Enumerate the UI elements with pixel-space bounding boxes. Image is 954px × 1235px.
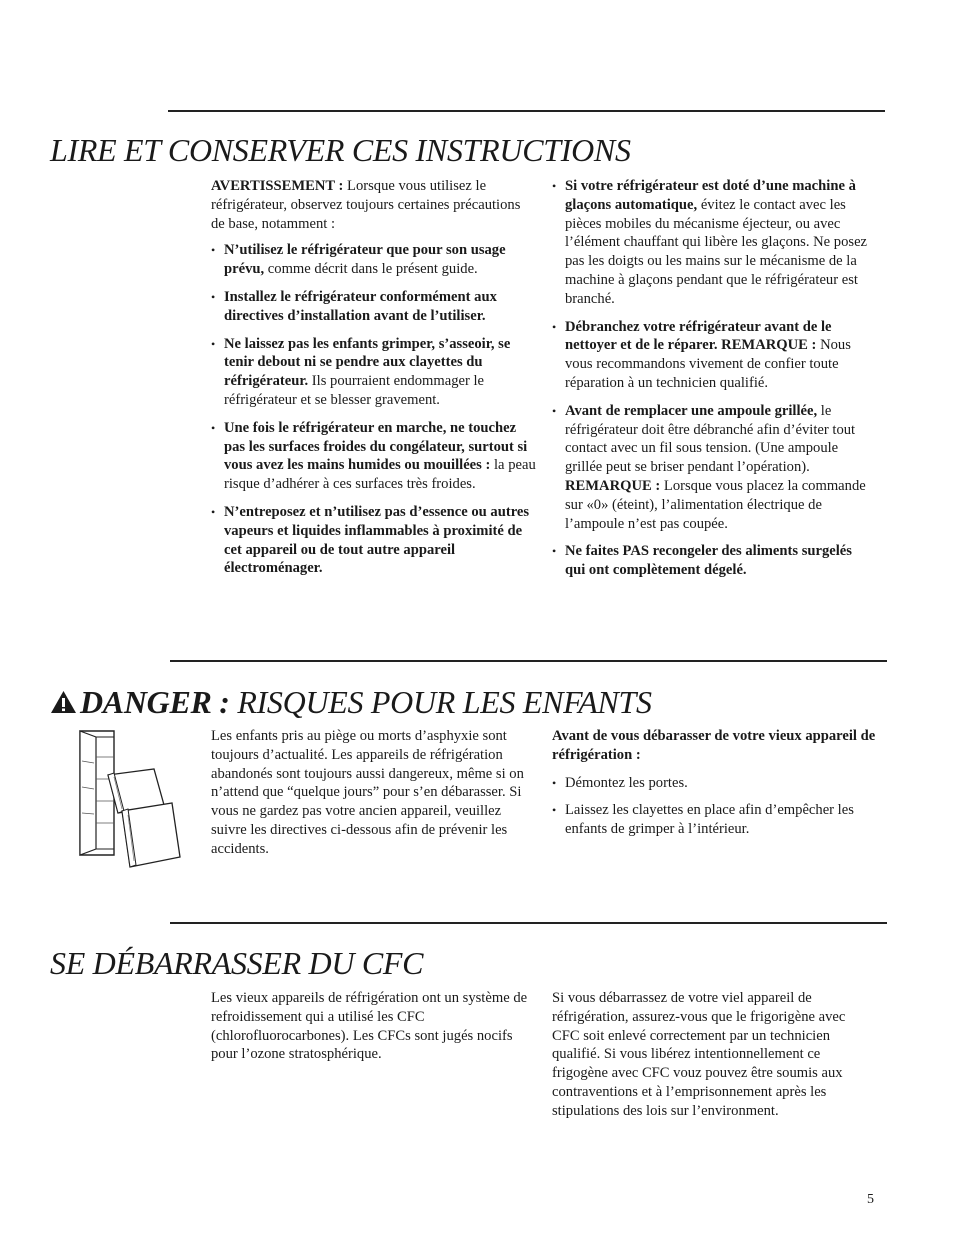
section-divider bbox=[170, 660, 887, 662]
instructions-left-column bbox=[211, 177, 536, 578]
bullet-bold-text: Ne laissez pas les enfants grimper, s’asseoir, se tenir debout ni se pendre aux clayettes du réfrigérateur. bbox=[224, 335, 511, 390]
list-item bbox=[552, 318, 874, 393]
cfc-left-column bbox=[211, 989, 529, 1064]
list-item bbox=[552, 402, 874, 534]
danger-paragraph: Les enfants pris au piège ou morts d’asphyxie sont toujours d’actualité. Les appareils de réfrigération abandonés sont toujours aussi dangereux, même si on n’attend que “quelque jours” pour s’en débarasser. Si vous ne gardez pas votre ancien appareil, veuillez suivre les directives ci-dessous afin de prévenir les accidents. bbox=[211, 728, 524, 857]
bullet-text: Nous vous recommandons vivement de confier toute réparation à un technicien qualifié. bbox=[565, 337, 851, 391]
section-title-instructions: LIRE ET CONSERVER CES INSTRUCTIONS bbox=[50, 132, 631, 168]
cfc-right-column bbox=[552, 989, 860, 1121]
bullet-text: Ils pourraient endommager le réfrigérateur et se blesser gravement. bbox=[224, 373, 485, 408]
list-item bbox=[211, 241, 536, 279]
bullet-text: la peau risque d’adhérer à ces surfaces très froides. bbox=[224, 457, 536, 493]
danger-right-column bbox=[552, 727, 877, 839]
danger-label: DANGER : bbox=[80, 684, 230, 720]
instructions-right-column bbox=[552, 177, 874, 580]
cfc-paragraph: Si vous débarrassez de votre viel appareil de réfrigération, assurez-vous que le frigorigène avec CFC soit enlevé correctement par un technicien qualifié. Si vous libérez intentionnellement ce frigogène avec CFC vouz pouvez être soumis aux contraventions et à l’emprisonnement après les stipulations des lois sur l’environment. bbox=[552, 990, 846, 1119]
section-title-cfc: SE DÉBARRASSER DU CFC bbox=[50, 945, 424, 981]
bullet-bold-text: Installez le réfrigérateur conformément aux directives d’installation avant de l’utiliser. bbox=[224, 288, 497, 324]
bullet-bold-text: Ne faites PAS recongeler des aliments surgelés qui ont complètement dégelé. bbox=[565, 543, 852, 579]
refrigerator-illustration bbox=[72, 727, 182, 871]
remarque-label: REMARQUE : bbox=[721, 337, 817, 354]
danger-left-column bbox=[211, 727, 536, 859]
bullet-bold-text: Si votre réfrigérateur est doté d’une machine à glaçons automatique, bbox=[565, 178, 856, 213]
bullet-text: comme décrit dans le présent guide. bbox=[264, 261, 478, 278]
list-item: • Démontez les portes. bbox=[552, 774, 877, 793]
list-item bbox=[211, 419, 536, 494]
list-item bbox=[552, 542, 874, 580]
warning-intro bbox=[211, 177, 536, 233]
list-item bbox=[211, 288, 536, 326]
bullet-text: Lorsque vous placez la commande sur «0» (éteint), l’alimentation électrique de l’ampoule n’est pas coupée. bbox=[565, 477, 866, 532]
bullet-bold-text: Débranchez votre réfrigérateur avant de le nettoyer et de le réparer. bbox=[565, 318, 832, 354]
warning-label: AVERTISSEMENT : bbox=[211, 178, 344, 194]
bullet-bold-text: Avant de remplacer une ampoule grillée, bbox=[565, 402, 818, 419]
warning-triangle-icon bbox=[50, 690, 77, 714]
bullet-bold-text: N’utilisez le réfrigérateur que pour son usage prévu, bbox=[224, 242, 506, 278]
danger-title-text: RISQUES POUR LES ENFANTS bbox=[229, 684, 652, 720]
list-item: • Laissez les clayettes en place afin d’empêcher les enfants de grimper à l’intérieur. bbox=[552, 801, 877, 839]
list-item bbox=[211, 503, 536, 578]
bullet-text: le réfrigérateur doit être débranché afin d’éviter tout contact avec un fil sous tension. (Une ampoule grillée peut se briser pendant l’opération). bbox=[565, 402, 856, 476]
page-number: 5 bbox=[867, 1192, 874, 1207]
danger-right-heading: Avant de vous débarasser de votre vieux appareil de réfrigération : bbox=[552, 728, 876, 763]
warning-text: Lorsque vous utilisez le réfrigérateur, observez toujours certaines précautions de base, notamment : bbox=[211, 178, 521, 232]
bullet-bold-text: Une fois le réfrigérateur en marche, ne touchez pas les surfaces froides du congélateur, surtout si vous avez les mains humides ou mouillées : bbox=[224, 419, 528, 474]
section-divider bbox=[170, 922, 887, 924]
list-item bbox=[211, 335, 536, 410]
list-item bbox=[552, 177, 874, 309]
bullet-text: évitez le contact avec les pièces mobiles du mécanisme éjecteur, ou avec l’élément chauffant qui libère les glaçons. Ne posez pas les doigts ou les mains sur le mécanisme de la machine à glaçons pendant que le réfrigérateur est branché. bbox=[565, 196, 868, 307]
section-divider bbox=[168, 110, 885, 112]
bullet-bold-text: N’entreposez et n’utilisez pas d’essence ou autres vapeurs et liquides inflammables à proximité de cet appareil ou de tout autre appareil électroménager. bbox=[224, 503, 530, 577]
cfc-paragraph: Les vieux appareils de réfrigération ont un système de refroidissement qui a utilisé les CFC (chlorofluorocarbones). Les CFCs sont jugés nocifs pour l’ozone stratosphérique. bbox=[211, 990, 528, 1063]
section-title-danger bbox=[50, 684, 652, 721]
remarque-label: REMARQUE : bbox=[565, 477, 661, 494]
